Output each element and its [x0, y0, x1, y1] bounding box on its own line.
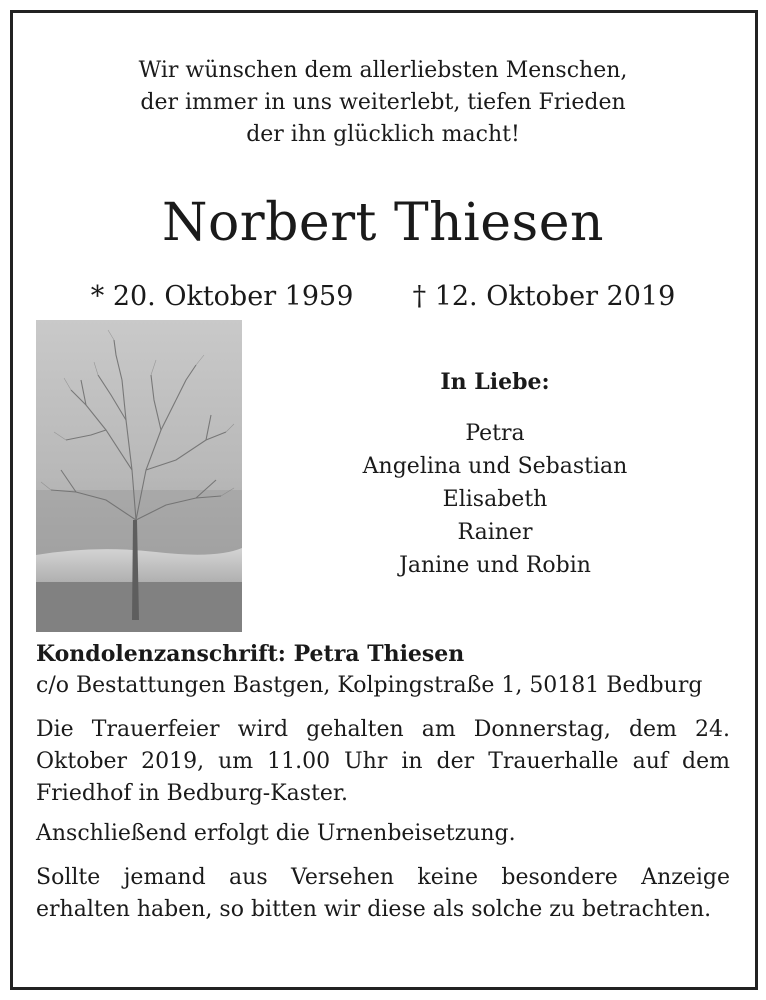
motto-line: der ihn glücklich macht!: [246, 122, 520, 147]
birth-date: 20. Oktober 1959: [112, 281, 354, 312]
family-member: Rainer: [457, 520, 533, 545]
ceremony-info: Die Trauerfeier wird gehalten am Donnerstag, dem 24. Oktober 2019, um 11.00 Uhr in der Trauerhalle auf dem Friedhof in Bedburg-Kaster.: [36, 717, 730, 806]
obituary-details: [36, 638, 730, 926]
notice-text: Sollte jemand aus Versehen keine besondere Anzeige erhalten haben, so bitten wir diese als solche zu betrachten.: [36, 865, 730, 922]
deceased-name: Norbert Thiesen: [161, 193, 605, 253]
condolence-address: c/o Bestattungen Bastgen, Kolpingstraße 1, 50181 Bedburg: [36, 673, 703, 698]
family-member: Elisabeth: [442, 487, 548, 512]
burial-info: Anschließend erfolgt die Urnenbeisetzung.: [36, 821, 516, 846]
motto-line: Wir wünschen dem allerliebsten Menschen,: [138, 58, 628, 83]
motto-line: der immer in uns weiterlebt, tiefen Frieden: [140, 90, 626, 115]
family-signatures: [350, 366, 640, 582]
family-heading: In Liebe:: [440, 369, 550, 395]
death-date: 12. Oktober 2019: [434, 281, 676, 312]
family-member: Janine und Robin: [399, 553, 591, 578]
condolence-address-title: Kondolenzanschrift: Petra Thiesen: [36, 641, 465, 667]
life-dates: [0, 278, 766, 316]
family-member: Angelina und Sebastian: [362, 454, 628, 479]
family-member: Petra: [465, 421, 525, 446]
motto: [0, 55, 766, 151]
death-cross-icon: †: [412, 281, 427, 312]
tree-in-fog-photo: [36, 320, 242, 632]
birth-star-icon: *: [90, 281, 105, 312]
